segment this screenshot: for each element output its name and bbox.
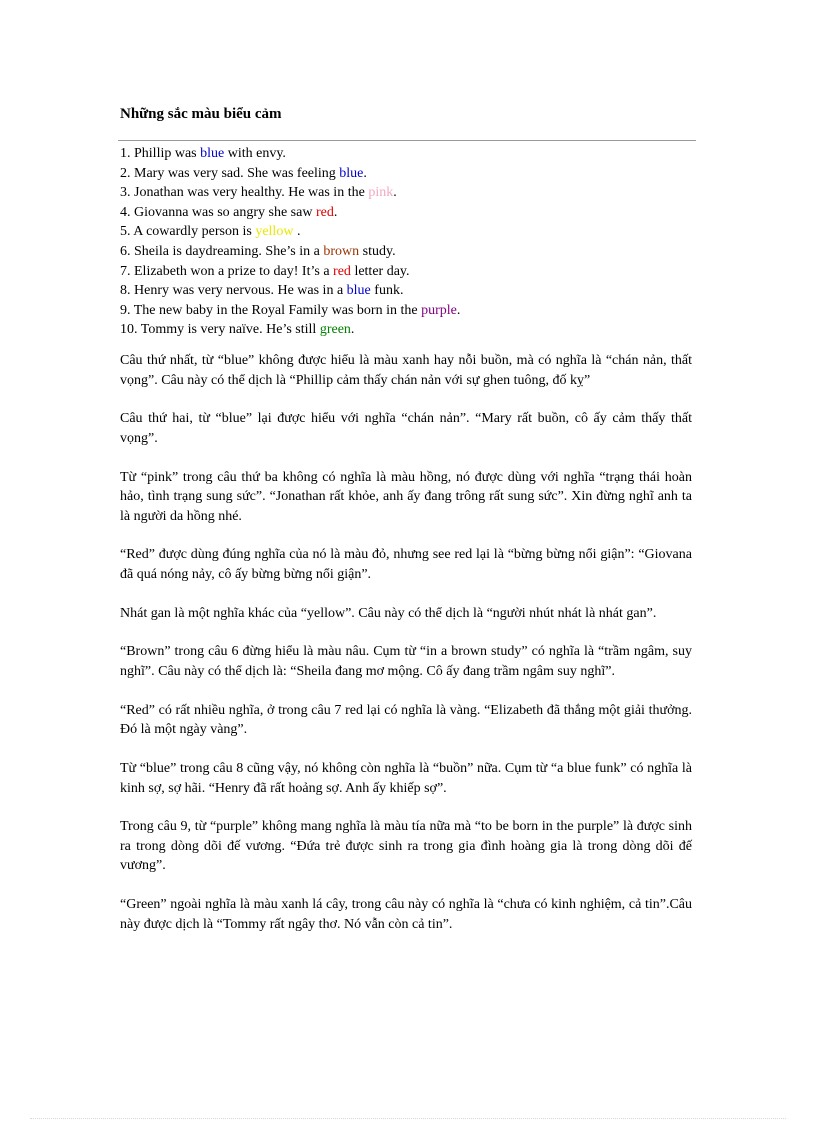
color-word: blue <box>200 146 225 161</box>
color-word: purple <box>421 302 457 318</box>
sentence-text: . <box>393 185 397 201</box>
sentence-text: 4. Giovanna was so angry she saw <box>120 204 316 220</box>
explanation-paragraph: Từ “pink” trong câu thứ ba không có nghĩa là màu hồng, nó được dùng với nghĩa “trạng thái hoàn hảo, tình trạng sung sức”. “Jonathan rất khỏe, anh ấy đang trông rất sung sức”. Xin đừng nghĩ anh ta là người da hồng nhé. <box>120 469 692 524</box>
explanation-paragraph: Câu thứ nhất, từ “blue” không được hiểu là màu xanh hay nỗi buồn, mà có nghĩa là “chán nản, thất vọng”. Câu này có thể dịch là “Phillip cảm thấy chán nản với sự ghen tuông, đố kỵ” <box>120 353 692 388</box>
title-divider <box>118 140 696 141</box>
explanation-paragraph: “Brown” trong câu 6 đừng hiểu là màu nâu. Cụm từ “in a brown study” có nghĩa là “trầm ngâm, suy nghĩ”. Câu này có thể dịch là: “Sheila đang mơ mộng. Cô ấy đang trầm ngâm suy nghĩ”. <box>120 644 692 679</box>
list-item <box>120 164 700 184</box>
sentence-text: 7. Elizabeth won a prize to day! It’s a <box>120 263 334 279</box>
explanation-paragraph: Từ “blue” trong câu 8 cũng vậy, nó không còn nghĩa là “buồn” nữa. Cụm từ “a blue funk” có nghĩa là kinh sợ, sợ hãi. “Henry đã rất hoảng sợ. Anh ấy khiếp sợ”. <box>120 761 692 796</box>
sentence-text: 9. The new baby in the Royal Family was born in the <box>120 302 422 318</box>
color-word: red <box>333 263 351 279</box>
sentence-text: 5. A cowardly person is <box>120 224 256 240</box>
sentence-text: . <box>293 224 301 240</box>
explanation-paragraph: Trong câu 9, từ “purple” không mang nghĩa là màu tía nữa mà “to be born in the purple” là được sinh ra trong dòng dõi đế vương. “Đứa trẻ được sinh ra trong gia đình hoàng gia là trong dòng dõi đế vương”. <box>120 819 692 874</box>
sentence-text: 3. Jonathan was very healthy. He was in the <box>120 185 369 201</box>
sentence-text: . <box>456 302 461 318</box>
explanation-paragraph: “Red” có rất nhiều nghĩa, ở trong câu 7 red lại có nghĩa là vàng. “Elizabeth đã thắng một giải thưởng. Đó là một ngày vàng”. <box>120 702 692 738</box>
color-word: green <box>319 322 351 338</box>
sentence-text: 10. Tommy is very naïve. He’s still <box>120 322 320 338</box>
explanation-paragraph: Nhát gan là một nghĩa khác của “yellow”. Câu này có thể dịch là “người nhút nhát là nhát gan”. <box>120 605 657 621</box>
sentence-text: . <box>363 165 367 181</box>
sentence-text: 1. Phillip was <box>120 146 201 161</box>
list-item <box>120 320 700 340</box>
color-word: blue <box>346 283 371 299</box>
explanation-paragraph: “Green” ngoài nghĩa là màu xanh lá cây, trong câu này có nghĩa là “chưa có kinh nghiệm, cả tin”.Câu này được dịch là “Tommy rất ngây thơ. Nó vẫn còn cả tin”. <box>120 897 692 932</box>
sentence-text: 2. Mary was very sad. She was feeling <box>120 165 340 181</box>
list-item <box>120 183 700 203</box>
explanation-paragraph: “Red” được dùng đúng nghĩa của nó là màu đỏ, nhưng see red lại là “bừng bừng nổi giận”: “Giovana đã quá nóng nảy, cô ấy bừng bừng nổi giận”. <box>120 547 692 582</box>
sentence-text: study. <box>359 243 396 259</box>
explanation-section <box>120 351 692 953</box>
sentence-text: with envy. <box>224 146 286 161</box>
color-word: pink <box>368 185 394 201</box>
sentence-text: 8. Henry was very nervous. He was in a <box>120 283 347 299</box>
color-word: red <box>315 204 334 220</box>
list-item <box>120 281 700 301</box>
list-item <box>120 242 700 262</box>
sentence-text: . <box>350 322 355 338</box>
list-item <box>120 222 700 242</box>
example-sentence-list <box>120 144 700 340</box>
sentence-text: . <box>333 204 338 220</box>
sentence-text: funk. <box>370 283 404 299</box>
list-item <box>120 144 700 164</box>
explanation-paragraph: Câu thứ hai, từ “blue” lại được hiểu với nghĩa “chán nản”. “Mary rất buồn, cô ấy cảm thấy thất vọng”. <box>120 411 692 446</box>
list-item <box>120 301 700 321</box>
document-title: Những sắc màu biểu cảm <box>120 106 282 122</box>
color-word: brown <box>323 243 360 259</box>
list-item <box>120 203 700 223</box>
sentence-text: letter day. <box>350 263 410 279</box>
color-word: yellow <box>255 224 294 240</box>
sentence-text: 6. Sheila is daydreaming. She’s in a <box>120 243 324 259</box>
color-word: blue <box>339 165 364 181</box>
list-item <box>120 262 700 282</box>
page-bottom-border <box>30 1118 786 1119</box>
